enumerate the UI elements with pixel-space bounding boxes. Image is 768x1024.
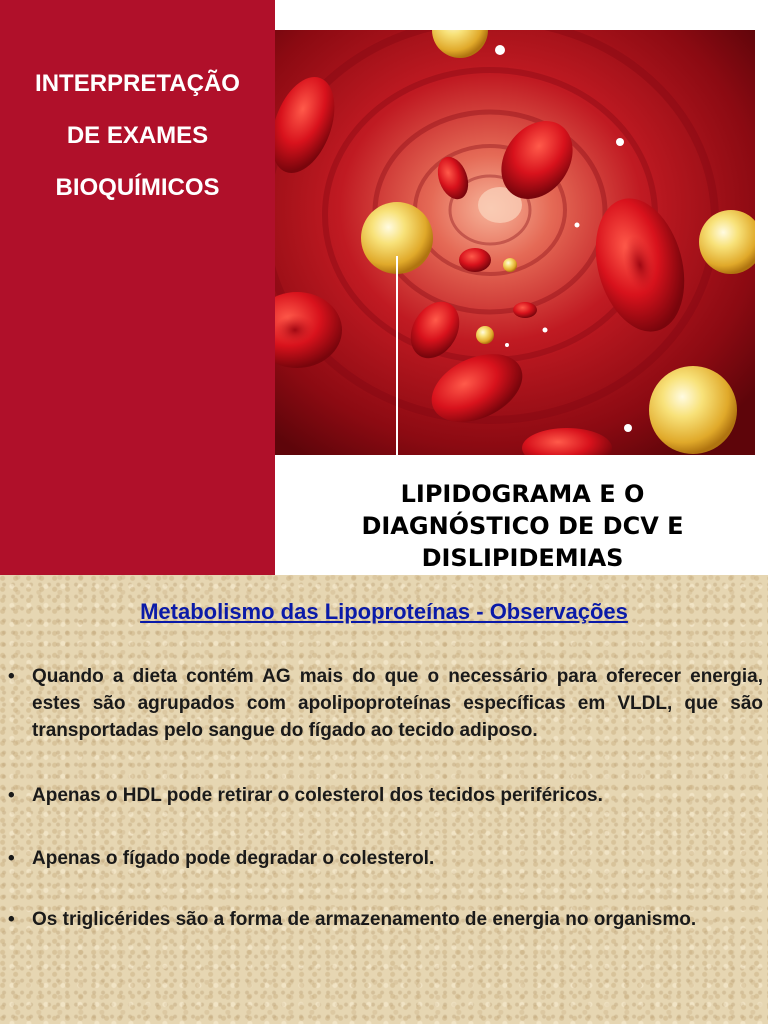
bullet-text: Apenas o fígado pode degradar o colesterol.: [32, 848, 435, 869]
bullet-dot: •: [8, 848, 15, 869]
course-title-line: BIOQUÍMICOS: [55, 174, 220, 201]
bullet-dot: •: [8, 909, 15, 930]
course-title-line: DE EXAMES: [66, 122, 209, 149]
bullet-text: Apenas o HDL pode retirar o colesterol dos tecidos periféricos.: [32, 785, 603, 806]
bullet-text: Quando a dieta contém AG mais do que o necessário para oferecer energia, estes são agrupados com apolipoproteínas específicas em VLDL, que são transportadas pelo sangue do fígado ao tecido adiposo.: [32, 666, 763, 741]
content-slide: [0, 575, 768, 1024]
bullet-item: [8, 845, 763, 872]
slide-subtitle: [300, 478, 745, 574]
bullet-list: [8, 663, 763, 971]
bullet-item: [8, 906, 763, 933]
section-heading: Metabolismo das Lipoproteínas - Observações: [140, 599, 628, 624]
subtitle-line: DIAGNÓSTICO DE DCV E: [361, 512, 684, 540]
subtitle-line: DISLIPIDEMIAS: [421, 544, 624, 572]
subtitle-line: LIPIDOGRAMA E O: [400, 480, 645, 508]
bullet-item: [8, 782, 763, 809]
bullet-item: [8, 663, 763, 744]
title-panel: [0, 0, 275, 575]
bullet-dot: •: [8, 785, 15, 806]
bullet-dot: •: [8, 666, 15, 687]
course-title-line: INTERPRETAÇÃO: [35, 70, 240, 97]
course-title: [0, 72, 275, 228]
blood-vessel-illustration: [275, 30, 755, 455]
bullet-text: Os triglicérides são a forma de armazenamento de energia no organismo.: [32, 909, 697, 930]
